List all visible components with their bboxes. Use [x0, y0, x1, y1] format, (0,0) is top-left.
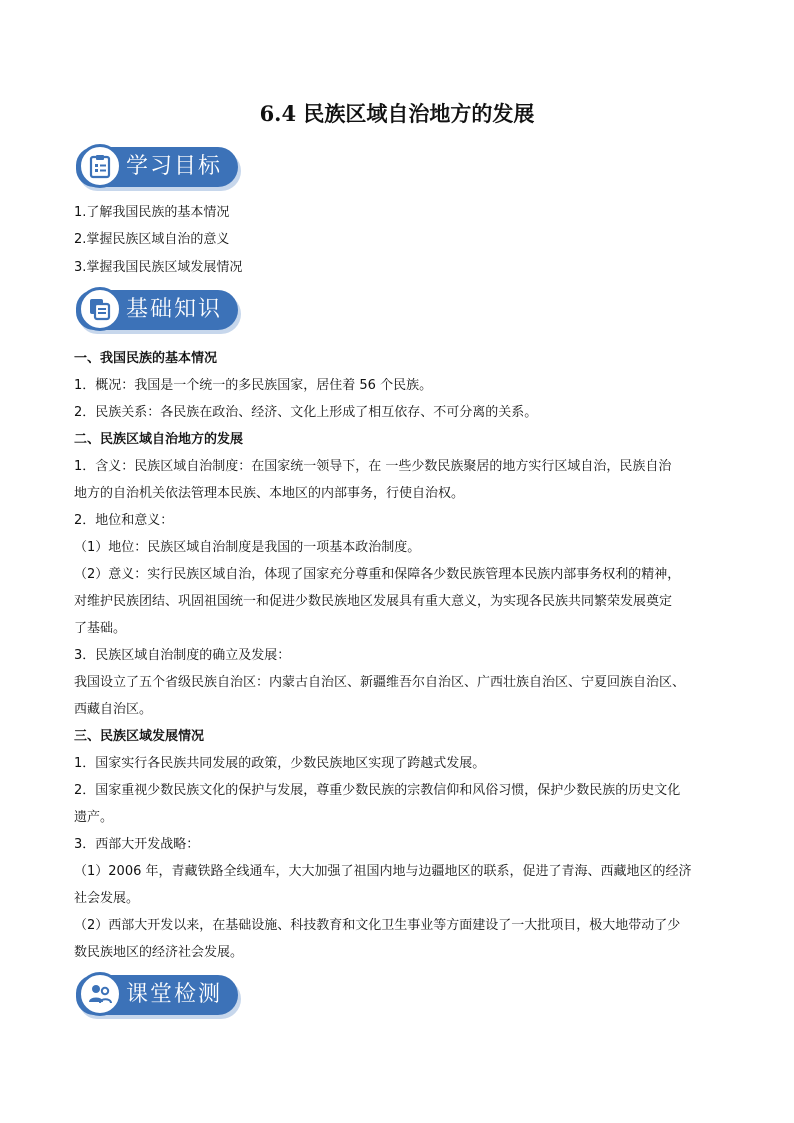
paragraph: 西藏自治区。: [74, 702, 153, 717]
heading: 二、民族区域自治地方的发展: [74, 432, 244, 447]
paragraph: 了基础。: [74, 621, 127, 636]
documents-icon: [78, 287, 122, 331]
users-icon: [78, 972, 122, 1016]
paragraph: 2．民族关系：各民族在政治、经济、文化上形成了相互依存、不可分离的关系。: [74, 405, 538, 420]
section-title-objectives: 学习目标: [126, 154, 223, 179]
objective-item: 2.掌握民族区域自治的意义: [74, 232, 230, 247]
section-banner-objectives: [76, 147, 238, 187]
knowledge-content: [74, 345, 726, 966]
paragraph: （1）地位：民族区域自治制度是我国的一项基本政治制度。: [74, 540, 421, 555]
paragraph: 1．国家实行各民族共同发展的政策，少数民族地区实现了跨越式发展。: [74, 756, 486, 771]
paragraph: （1）2006 年，青藏铁路全线通车，大大加强了祖国内地与边疆地区的联系，促进了青海、西藏地区的经济: [74, 864, 692, 879]
objective-item: 3.掌握我国民族区域发展情况: [74, 260, 243, 275]
paragraph: （2）西部大开发以来，在基础设施、科技教育和文化卫生事业等方面建设了一大批项目，极大地带动了少: [74, 918, 681, 933]
section-banner-knowledge: [76, 290, 238, 330]
paragraph: 2．地位和意义：: [74, 513, 174, 528]
paragraph: 对维护民族团结、巩固祖国统一和促进少数民族地区发展具有重大意义，为实现各民族共同繁荣发展奠定: [74, 594, 673, 609]
paragraph: 遗产。: [74, 810, 114, 825]
paragraph: 1．含义：民族区域自治制度：在国家统一领导下，在 一些少数民族聚居的地方实行区域自治，民族自治: [74, 459, 672, 474]
paragraph: 1．概况：我国是一个统一的多民族国家，居住着 56 个民族。: [74, 378, 433, 393]
page-title: 6.4 民族区域自治地方的发展: [259, 101, 535, 126]
section-title-check: 课堂检测: [126, 982, 223, 1007]
paragraph: 数民族地区的经济社会发展。: [74, 945, 244, 960]
paragraph: 我国设立了五个省级民族自治区：内蒙古自治区、新疆维吾尔自治区、广西壮族自治区、宁夏回族自治区、: [74, 675, 686, 690]
section-title-knowledge: 基础知识: [126, 297, 223, 322]
heading: 一、我国民族的基本情况: [74, 351, 218, 366]
paragraph: 3．西部大开发战略：: [74, 837, 200, 852]
paragraph: 社会发展。: [74, 891, 140, 906]
objective-item: 1.了解我国民族的基本情况: [74, 205, 230, 220]
clipboard-icon: [78, 144, 122, 188]
section-banner-check: [76, 975, 238, 1015]
paragraph: 2．国家重视少数民族文化的保护与发展，尊重少数民族的宗教信仰和风俗习惯，保护少数民族的历史文化: [74, 783, 681, 798]
heading: 三、民族区域发展情况: [74, 729, 205, 744]
paragraph: 地方的自治机关依法管理本民族、本地区的内部事务，行使自治权。: [74, 486, 465, 501]
paragraph: （2）意义：实行民族区域自治，体现了国家充分尊重和保障各少数民族管理本民族内部事务权利的精神，: [74, 567, 681, 582]
paragraph: 3．民族区域自治制度的确立及发展：: [74, 648, 291, 663]
